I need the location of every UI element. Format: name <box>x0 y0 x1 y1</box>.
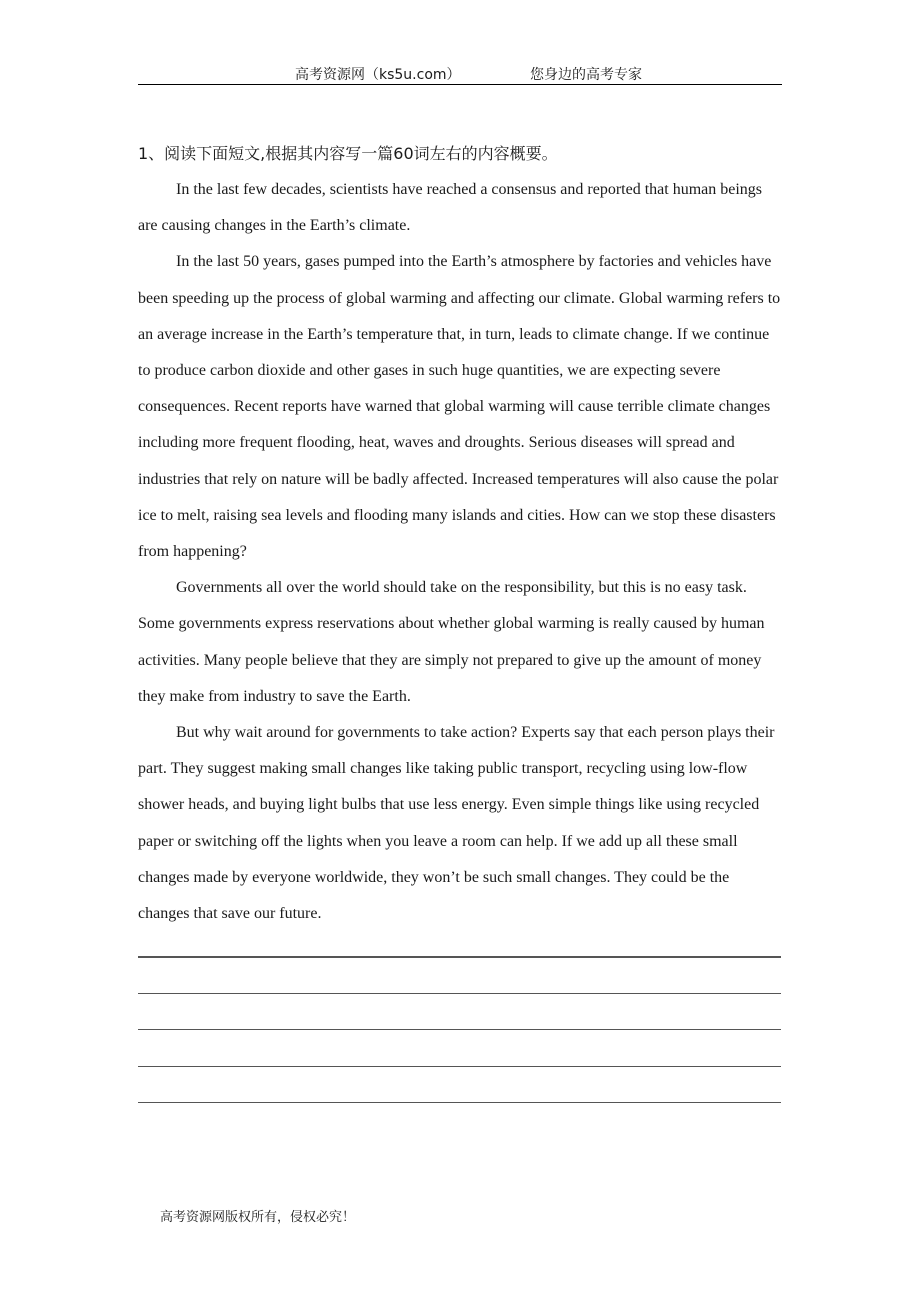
answer-line[interactable] <box>138 1066 781 1102</box>
header-slogan: 您身边的高考专家 <box>530 67 642 83</box>
header-site-name: 高考资源网（ks5u.com） <box>295 67 461 83</box>
answer-line[interactable] <box>138 993 781 1029</box>
paragraph-3: Governments all over the world should take on the responsibility, but this is no easy task. Some governments express reservations about whether global warming is really caused by human activities. Many people believe that they are simply not prepared to give up the amount of money they make from industry to save the Earth. <box>138 579 765 705</box>
paragraph-2: In the last 50 years, gases pumped into the Earth’s atmosphere by factories and vehicles have been speeding up the process of global warming and affecting our climate. Global warming refers to an average increase in the Earth’s temperature that, in turn, leads to climate change. If we continue to produce carbon dioxide and other gases in such huge quantities, we are expecting severe consequences. Recent reports have warned that global warming will cause terrible climate changes including more frequent flooding, heat, waves and droughts. Serious diseases will spread and industries that rely on nature will be badly affected. Increased temperatures will also cause the polar ice to melt, raising sea levels and flooding many islands and cities. How can we stop these disasters from happening? <box>138 253 781 561</box>
paragraph-1: In the last few decades, scientists have reached a consensus and reported that human beings are causing changes in the Earth’s climate. <box>138 181 763 235</box>
question-prompt: 1、阅读下面短文,根据其内容写一篇60词左右的内容概要。 <box>138 144 558 163</box>
answer-line[interactable] <box>138 1029 781 1065</box>
answer-lines <box>138 956 781 1138</box>
answer-line[interactable] <box>138 957 781 993</box>
page-footer: 高考资源网版权所有，侵权必究！ <box>160 1210 356 1225</box>
page-header <box>138 62 782 85</box>
reading-passage <box>138 172 782 932</box>
paragraph-4: But why wait around for governments to take action? Experts say that each person plays their part. They suggest making small changes like taking public transport, recycling using low-flow shower heads, and buying light bulbs that use less energy. Even simple things like using recycled paper or switching off the lights when you leave a room can help. If we add up all these small changes made by everyone worldwide, they won’t be such small changes. They could be the changes that save our future. <box>138 724 775 923</box>
answer-line[interactable] <box>138 1102 781 1138</box>
